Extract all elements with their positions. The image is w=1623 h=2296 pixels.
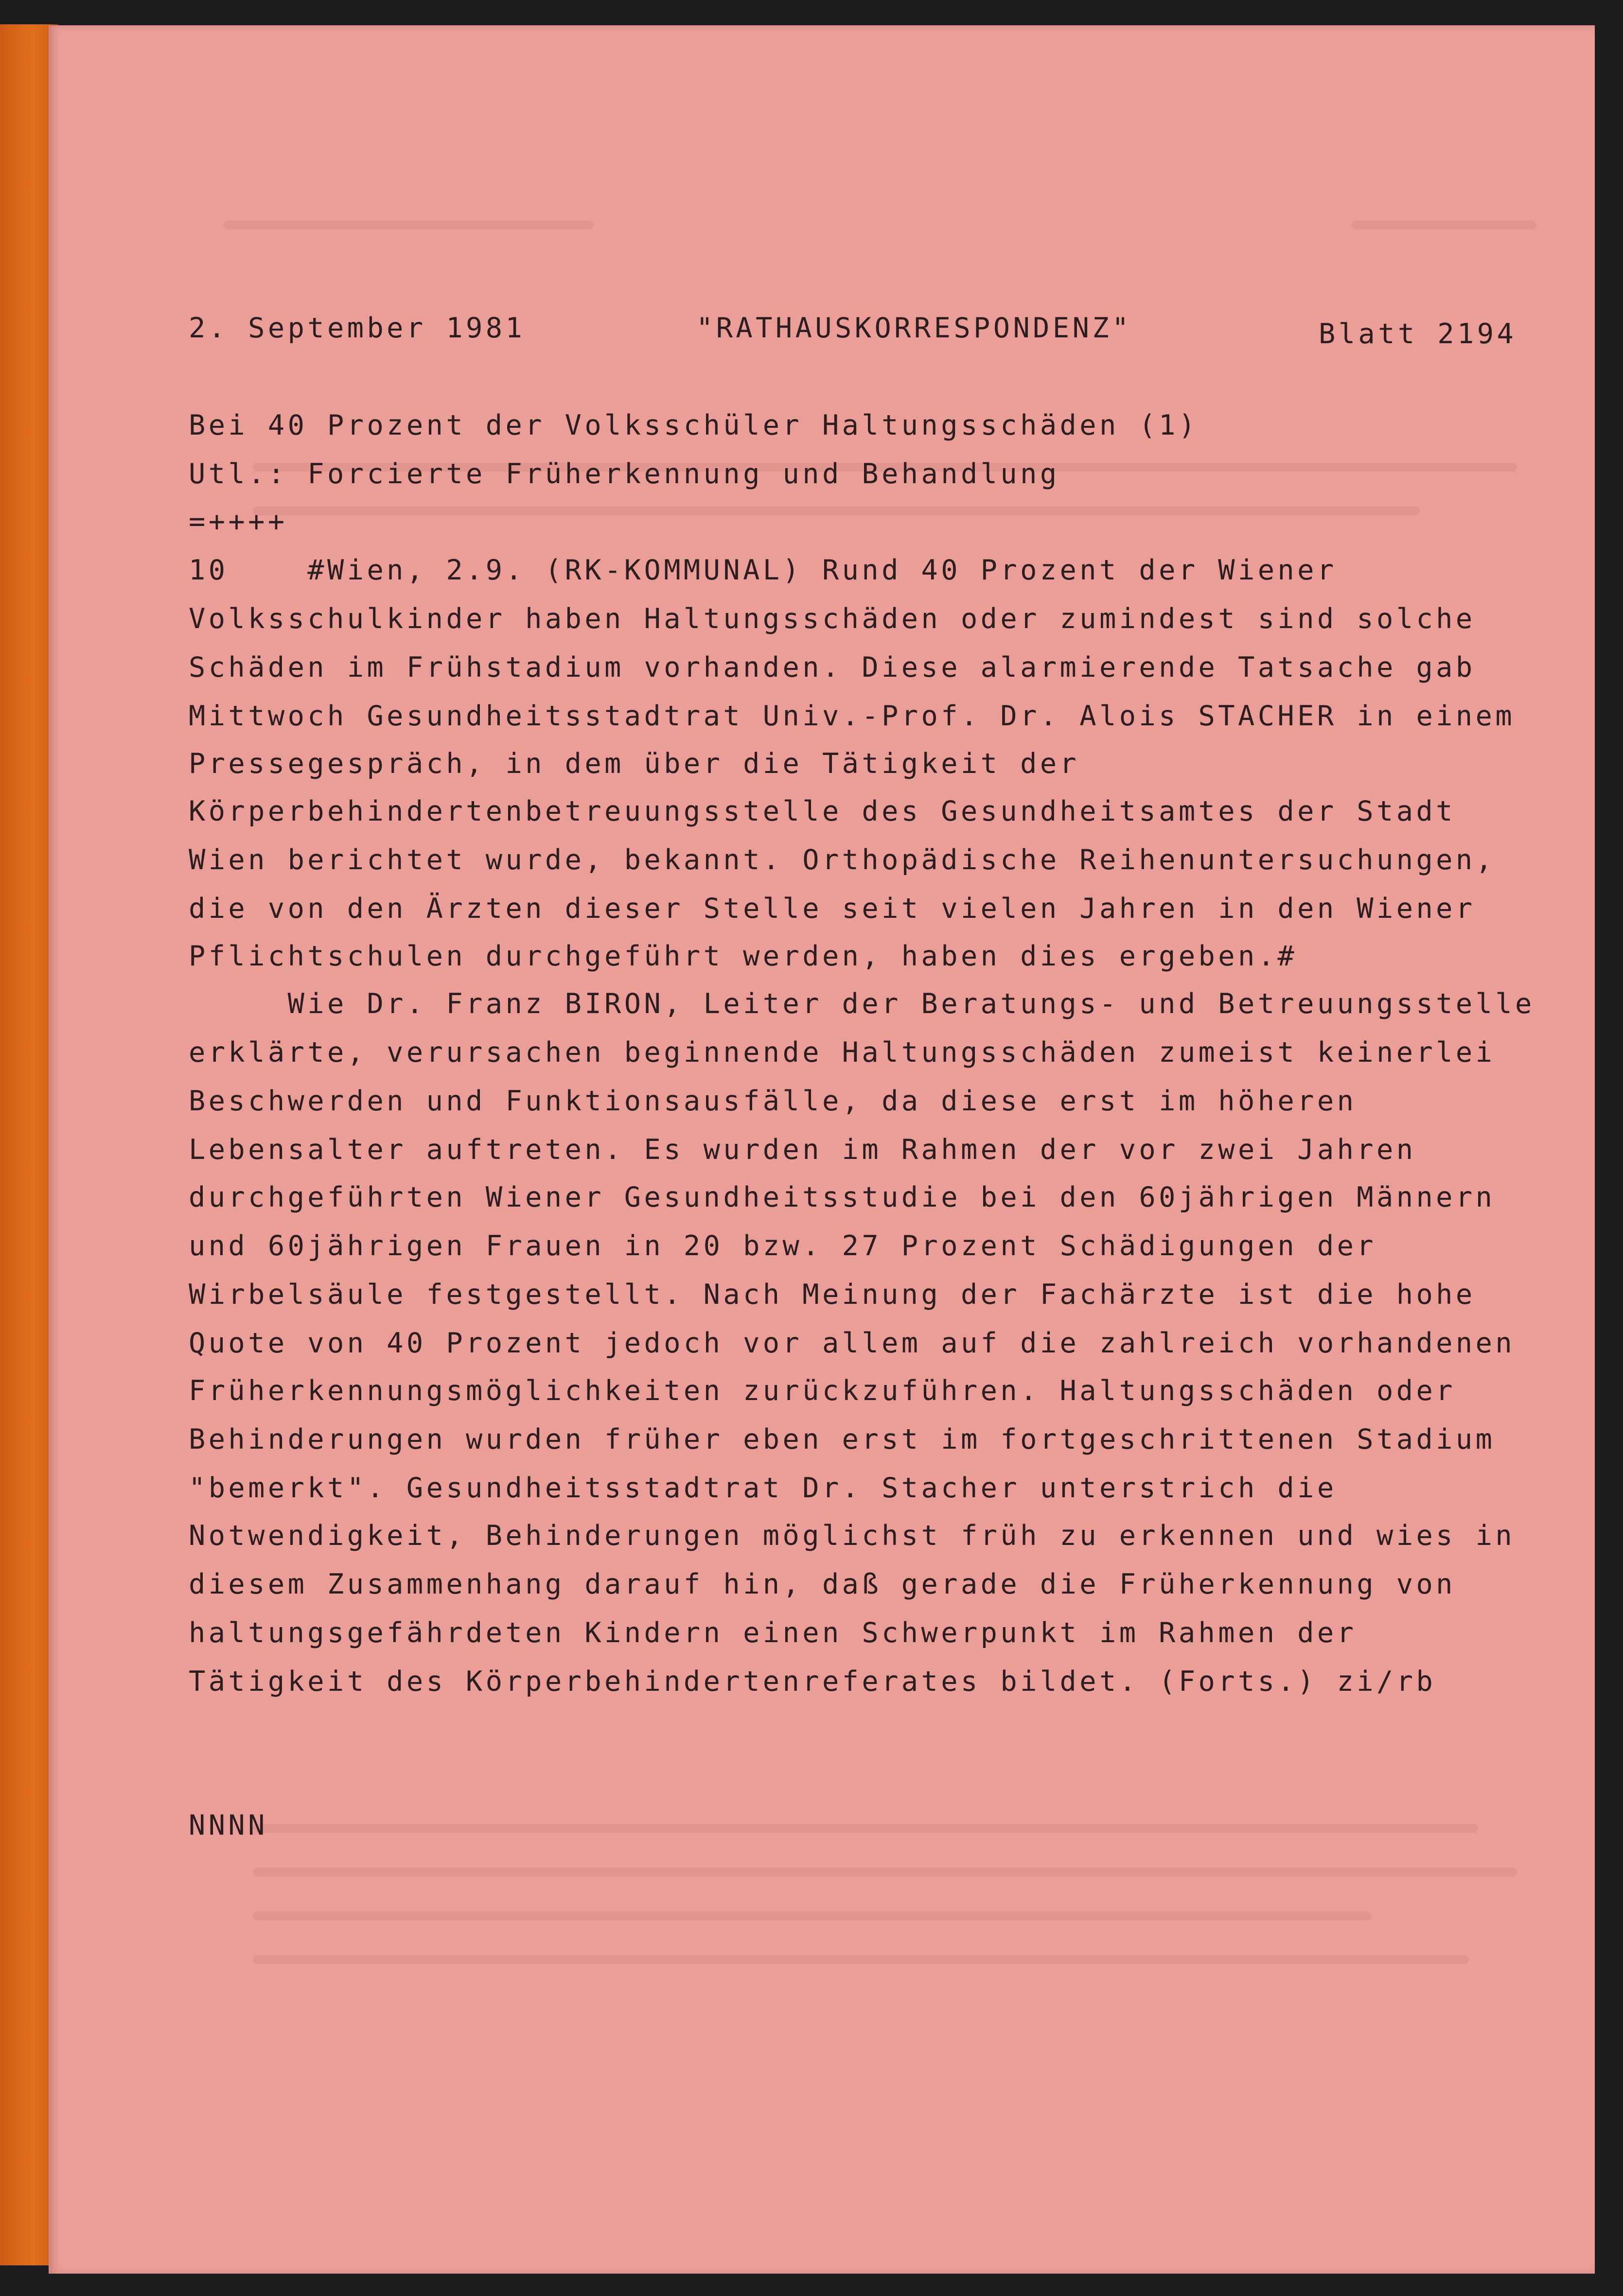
show-through-line — [253, 507, 1420, 515]
article-line: Pflichtschulen durchgeführt werden, haben dies ergeben.# — [189, 940, 1298, 972]
article-line: Beschwerden und Funktionsausfälle, da diese erst im höheren — [189, 1085, 1357, 1117]
article-line: Quote von 40 Prozent jedoch vor allem auf die zahlreich vorhandenen — [189, 1327, 1516, 1359]
article-line: 10 #Wien, 2.9. (RK-KOMMUNAL) Rund 40 Prozent der Wiener — [189, 554, 1337, 586]
article-line: die von den Ärzten dieser Stelle seit vielen Jahren in den Wiener — [189, 893, 1476, 925]
article-line: Mittwoch Gesundheitsstadtrat Univ.-Prof. Dr. Alois STACHER in einem — [189, 700, 1516, 732]
article-line: Wie Dr. Franz BIRON, Leiter der Beratungs- und Betreuungsstelle — [189, 988, 1535, 1020]
article-line: Körperbehindertenbetreuungsstelle des Gesundheitsamtes der Stadt — [189, 795, 1456, 827]
article-line: Notwendigkeit, Behinderungen möglichst früh zu erkennen und wies in — [189, 1520, 1516, 1552]
article-line: "bemerkt". Gesundheitsstadtrat Dr. Stacher unterstrich die — [189, 1472, 1337, 1504]
end-mark: NNNN — [189, 1809, 268, 1841]
article-title: Bei 40 Prozent der Volksschüler Haltungsschäden (1) — [189, 409, 1199, 441]
header-date: 2. September 1981 — [189, 312, 526, 344]
article-line: und 60jährigen Frauen in 20 bzw. 27 Prozent Schädigungen der — [189, 1230, 1377, 1262]
article-line: haltungsgefährdeten Kindern einen Schwerpunkt im Rahmen der — [189, 1617, 1357, 1649]
article-line: Wien berichtet wurde, bekannt. Orthopädische Reihenuntersuchungen, — [189, 844, 1496, 876]
article-line: Behinderungen wurden früher eben erst im fortgeschrittenen Stadium — [189, 1423, 1496, 1455]
show-through-line — [253, 1824, 1478, 1833]
article-line: durchgeführten Wiener Gesundheitsstudie bei den 60jährigen Männern — [189, 1181, 1496, 1213]
article-line: erklärte, verursachen beginnende Haltungsschäden zumeist keinerlei — [189, 1036, 1496, 1069]
show-through-line — [253, 1911, 1371, 1920]
article-line: Volksschulkinder haben Haltungsschäden oder zumindest sind solche — [189, 603, 1476, 635]
article-line: Pressegespräch, in dem über die Tätigkeit der — [189, 748, 1080, 780]
header-publication: "RATHAUSKORRESPONDENZ" — [696, 312, 1132, 344]
article-line: diesem Zusammenhang darauf hin, daß gerade die Früherkennung von — [189, 1568, 1456, 1600]
article-line: Lebensalter auftreten. Es wurden im Rahmen der vor zwei Jahren — [189, 1134, 1416, 1166]
show-through-line — [253, 1955, 1468, 1964]
show-through-header-right — [1352, 221, 1536, 229]
show-through-header — [224, 221, 593, 229]
article-separator: =++++ — [189, 506, 288, 538]
header-sheet-number: Blatt 2194 — [1319, 318, 1517, 350]
article-line: Wirbelsäule festgestellt. Nach Meinung der Fachärzte ist die hohe — [189, 1279, 1476, 1311]
article-line: Tätigkeit des Körperbehindertenreferates bildet. (Forts.) zi/rb — [189, 1665, 1436, 1698]
article-line: Früherkennungsmöglichkeiten zurückzuführen. Haltungsschäden oder — [189, 1375, 1456, 1407]
show-through-line — [253, 1868, 1517, 1876]
article-subtitle: Utl.: Forcierte Früherkennung und Behandlung — [189, 458, 1060, 490]
article-line: Schäden im Frühstadium vorhanden. Diese alarmierende Tatsache gab — [189, 651, 1476, 684]
